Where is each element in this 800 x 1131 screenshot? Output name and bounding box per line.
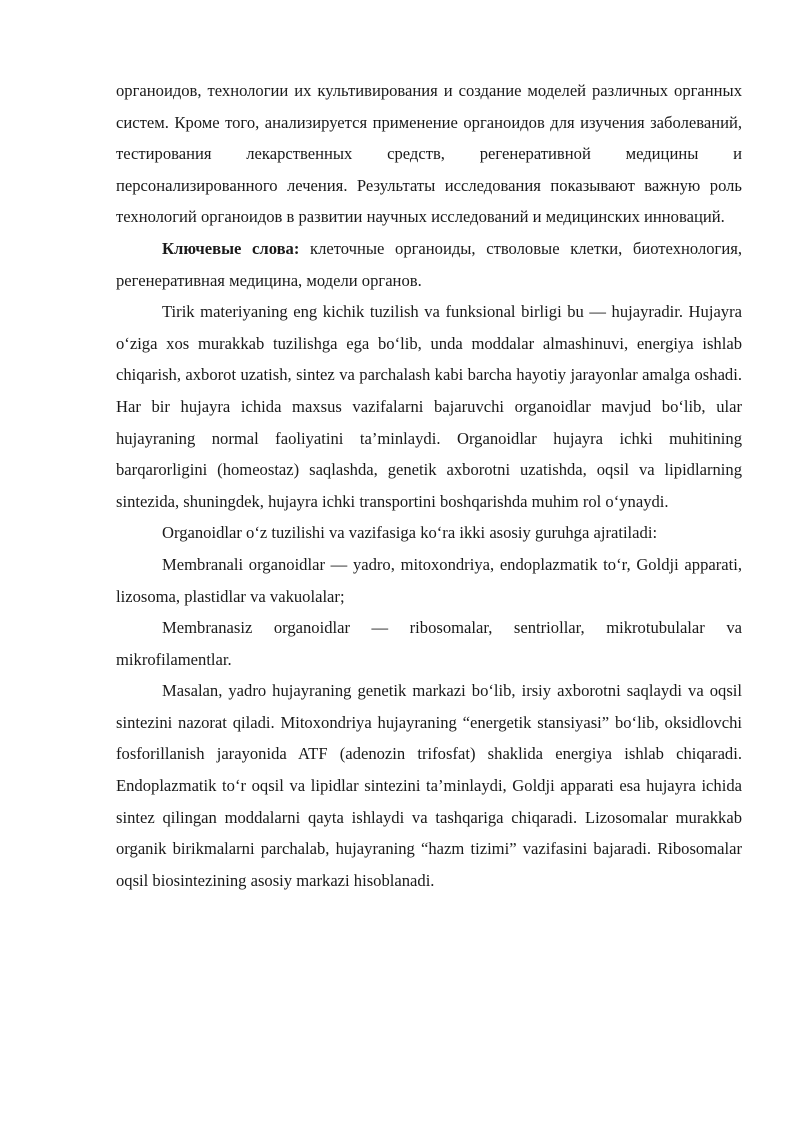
keywords-text: клеточные органоиды, стволовые клетки, биотехнология, регенеративная медицина, модели органов.: [116, 238, 742, 290]
body-paragraph-membrane-organoids: Membranali organoidlar — yadro, mitoxondriya, endoplazmatik to‘r, Goldji apparati, lizosoma, plastidlar va vakuolalar;: [116, 554, 742, 606]
body-paragraph-organoid-groups: Organoidlar o‘z tuzilishi va vazifasiga ko‘ra ikki asosiy guruhga ajratiladi:: [162, 523, 658, 543]
body-paragraph-cell-intro: Tirik materiyaning eng kichik tuzilish va funksional birligi bu — hujayradir. Hujayra o‘ziga xos murakkab tuzilishga ega bo‘lib, unda moddalar almashinuvi, energiya ishlab chiqarish, axborot uzatish, sintez va parchalash kabi barcha hayotiy jarayonlar amalga oshadi. Har bir hujayra ichida maxsus vazifalarni bajaruvchi organoidlar mavjud bo‘lib, ular hujayraning normal faoliyatini ta’minlaydi. Organoidlar hujayra ichki muhitining barqarorligini (homeostaz) saqlashda, genetik axborotni uzatishda, oqsil va lipidlarning sintezida, shuningdek, hujayra ichki transportini boshqarishda muhim rol o‘ynaydi.: [116, 302, 742, 511]
document-body: [116, 75, 742, 896]
keywords-paragraph: [116, 233, 742, 296]
keywords-label: Ключевые слова:: [162, 238, 300, 258]
body-paragraph-examples: Masalan, yadro hujayraning genetik markazi bo‘lib, irsiy axborotni saqlaydi va oqsil sintezini nazorat qiladi. Mitoxondriya hujayraning “energetik stansiyasi” bo‘lib, oksidlovchi fosforillanish jarayonida ATF (adenozin trifosfat) shaklida energiya ishlab chiqaradi. Endoplazmatik to‘r oqsil va lipidlar sintezini ta’minlaydi, Goldji apparati esa hujayra ichida sintez qilingan moddalarni qayta ishlaydi va tashqariga chiqaradi. Lizosomalar murakkab organik birikmalarni parchalab, hujayraning “hazm tizimi” vazifasini bajaradi. Ribosomalar oqsil biosintezining asosiy markazi hisoblanadi.: [116, 681, 742, 890]
body-paragraph-nonmembrane-organoids: Membranasiz organoidlar — ribosomalar, sentriollar, mikrotubulalar va mikrofilamentlar.: [116, 618, 742, 669]
abstract-paragraph: органоидов, технологии их культивирования и создание моделей различных органных систем. Кроме того, анализируется применение органоидов для изучения заболеваний, тестирования лекарственных средств, регенеративной медицины и персонализированного лечения. Результаты исследования показывают важную роль технологий органоидов в развитии научных исследований и медицинских инноваций.: [116, 81, 742, 227]
